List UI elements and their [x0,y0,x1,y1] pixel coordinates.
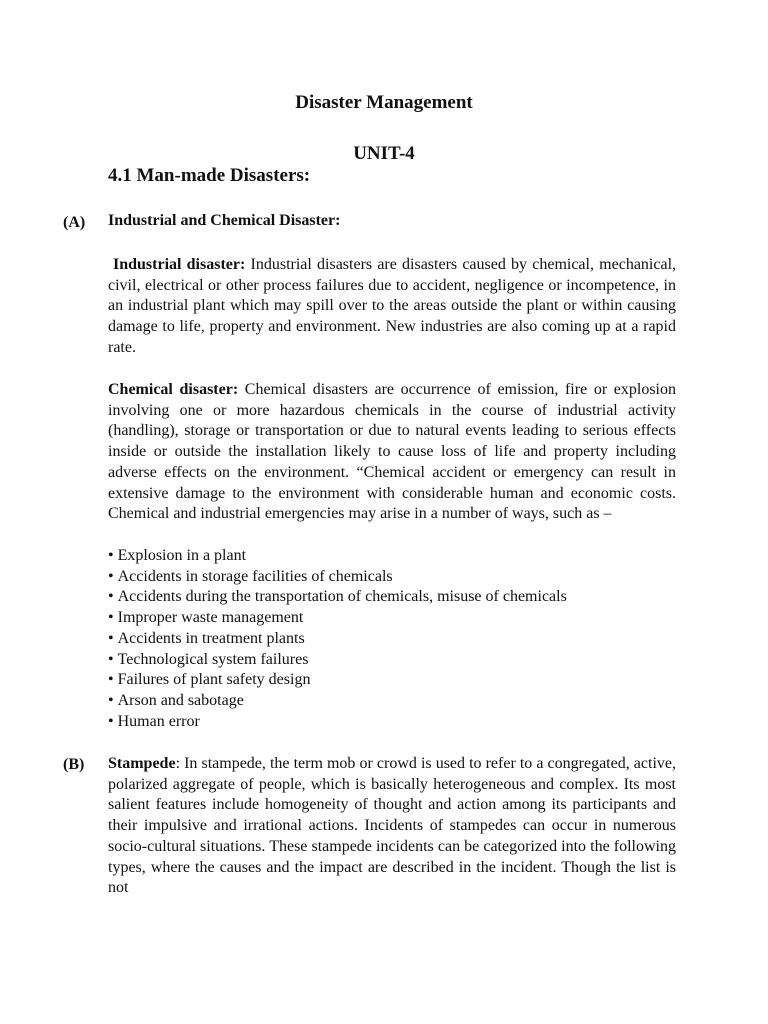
chemical-disaster-text: Chemical disasters are occurrence of emission, fire or explosion involving one or more hazardous chemicals in the course of industrial activity (handling), storage or transportation or due to natural events leading to serious effects inside or outside the installation likely to cause loss of life and property including adverse effects on the environment. “Chemical accident or emergency can result in extensive damage to the environment with considerable human and economic costs. Chemical and industrial emergencies may arise in a number of ways, such as – [108,381,677,523]
list-item: • Accidents in treatment plants [108,629,676,650]
emergency-causes-list [108,546,676,732]
section-a-marker: (A) [63,214,86,231]
list-item: • Improper waste management [108,608,676,629]
chemical-disaster-paragraph [108,380,676,525]
unit-heading: UNIT-4 [353,143,415,164]
list-item: • Arson and sabotage [108,691,676,712]
list-item: • Explosion in a plant [108,546,676,567]
list-item: • Failures of plant safety design [108,670,676,691]
list-item: • Accidents in storage facilities of chemicals [108,567,676,588]
list-item: • Human error [108,712,676,733]
stampede-term: Stampede [108,755,176,772]
list-item: • Accidents during the transportation of chemicals, misuse of chemicals [108,587,676,608]
section-b-marker: (B) [63,756,85,773]
list-item: • Technological system failures [108,650,676,671]
industrial-disaster-term: Industrial disaster: [113,256,246,273]
stampede-paragraph [108,754,676,899]
chemical-disaster-term: Chemical disaster: [108,381,239,398]
industrial-disaster-paragraph [108,255,676,359]
document-title: Disaster Management [295,92,473,113]
stampede-text: : In stampede, the term mob or crowd is used to refer to a congregated, active, polarized aggregate of people, which is basically heterogeneous and complex. Its most salient features include homogeneity of thought and action among its participants and their impulsive and irrational actions. Incidents of stampedes can occur in numerous socio-cultural situations. These stampede incidents can be categorized into the following types, where the causes and the impact are described in the incident. Though the list is not [108,755,676,897]
section-heading: 4.1 Man-made Disasters: [108,165,311,186]
section-a-heading: Industrial and Chemical Disaster: [108,212,341,229]
industrial-disaster-text: Industrial disasters are disasters caused by chemical, mechanical, civil, electrical or other process failures due to accident, negligence or incompetence, in an industrial plant which may spill over to the areas outside the plant or within causing damage to life, property and environment. New industries are also coming up at a rapid rate. [108,256,677,356]
